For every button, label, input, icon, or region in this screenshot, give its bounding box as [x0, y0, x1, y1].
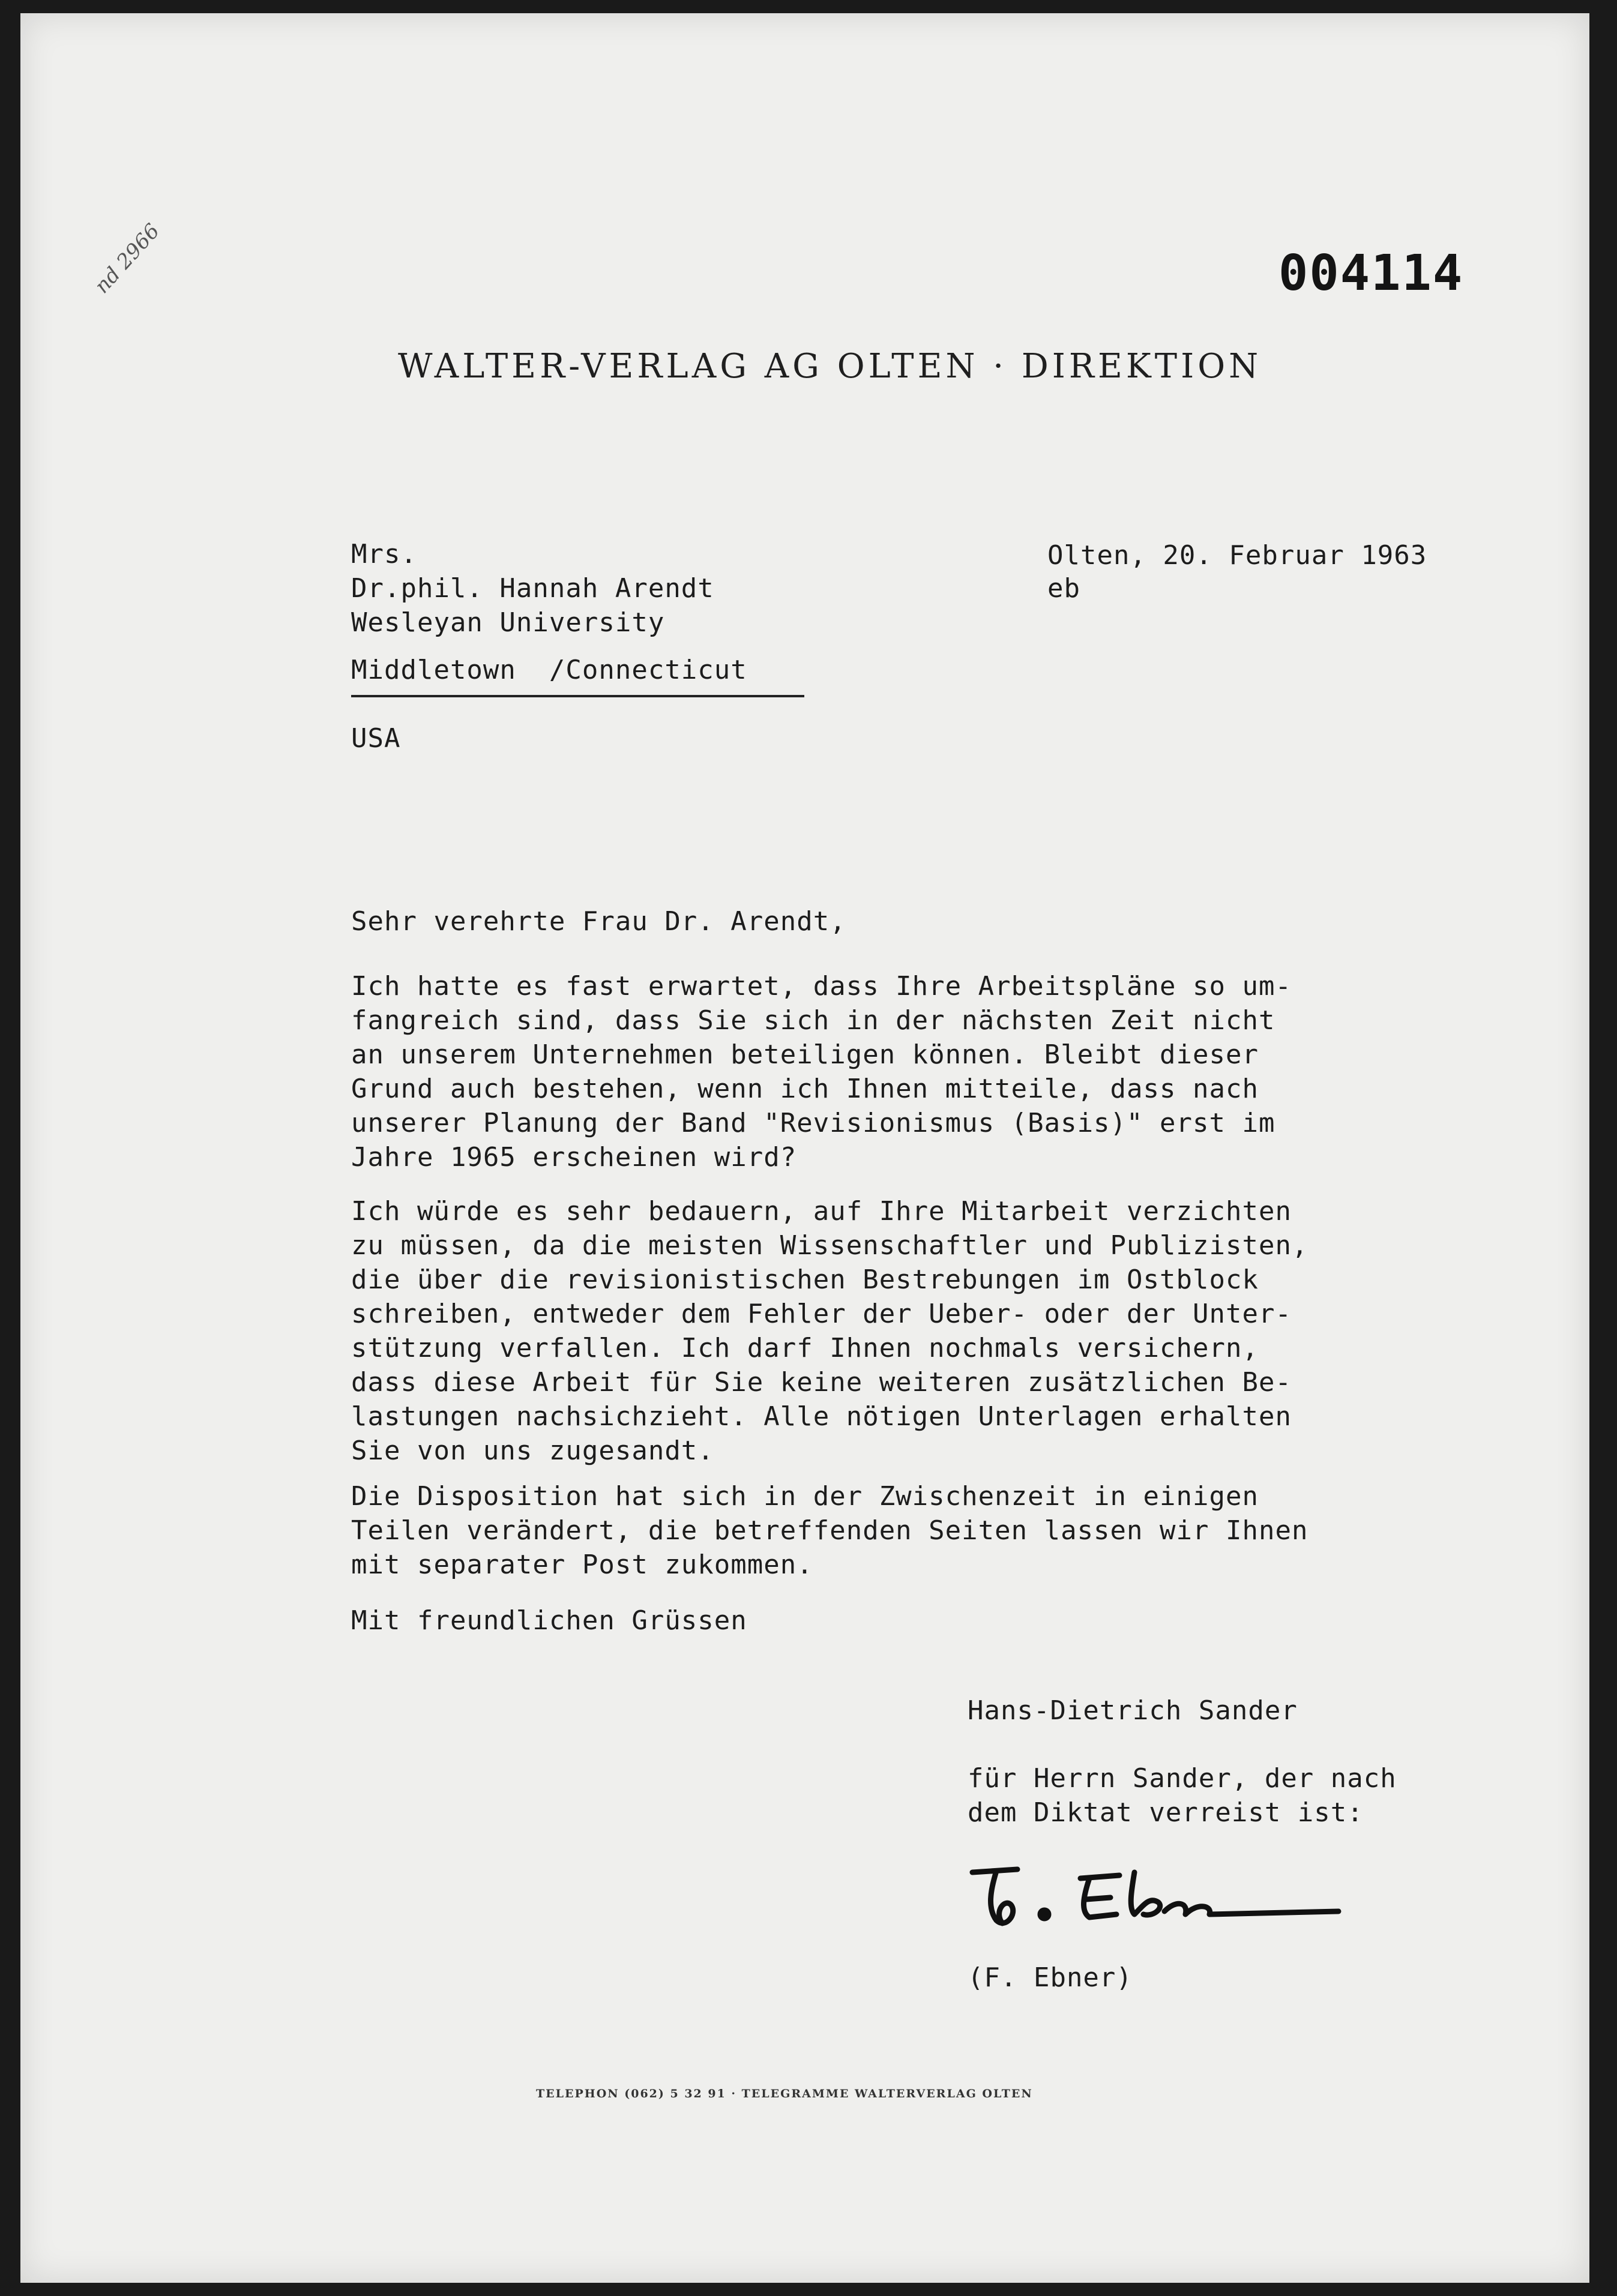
signer-name: Hans-Dietrich Sander: [968, 1695, 1298, 1726]
recipient-line: Wesleyan University: [351, 607, 665, 638]
body-line: zu müssen, da die meisten Wissenschaftler und Publizisten,: [351, 1230, 1308, 1261]
body-line: unserer Planung der Band "Revisionismus (Basis)" erst im: [351, 1108, 1275, 1138]
proxy-note: [968, 1761, 1397, 1830]
address-underline: [351, 695, 804, 697]
recipient-line: Mrs.: [351, 539, 417, 569]
document-number: 004114: [1278, 245, 1464, 302]
salutation: Sehr verehrte Frau Dr. Arendt,: [351, 906, 846, 937]
body-line: Ich würde es sehr bedauern, auf Ihre Mitarbeit verzichten: [351, 1196, 1292, 1227]
body-paragraph: [351, 1479, 1432, 1582]
handwritten-note: nd 2966: [90, 219, 165, 298]
recipient-line: Middletown /Connecticut: [351, 655, 747, 685]
proxy-line: für Herrn Sander, der nach: [968, 1763, 1397, 1794]
recipient-address: [351, 537, 747, 687]
body-line: Sie von uns zugesandt.: [351, 1435, 714, 1466]
body-line: Jahre 1965 erscheinen wird?: [351, 1142, 797, 1173]
body-line: Grund auch bestehen, wenn ich Ihnen mitteile, dass nach: [351, 1074, 1259, 1104]
body-line: die über die revisionistischen Bestrebungen im Ostblock: [351, 1264, 1259, 1295]
recipient-line: Dr.phil. Hannah Arendt: [351, 573, 714, 604]
body-line: Teilen verändert, die betreffenden Seiten lassen wir Ihnen: [351, 1515, 1308, 1546]
body-line: lastungen nachsichzieht. Alle nötigen Unterlagen erhalten: [351, 1401, 1292, 1432]
body-line: an unserem Unternehmen beteiligen können. Bleibt dieser: [351, 1039, 1259, 1070]
proxy-line: dem Diktat verreist ist:: [968, 1797, 1364, 1828]
body-line: Ich hatte es fast erwartet, dass Ihre Arbeitspläne so um-: [351, 971, 1292, 1002]
body-line: schreiben, entweder dem Fehler der Ueber- oder der Unter-: [351, 1299, 1292, 1329]
handwritten-signature: [960, 1854, 1351, 1944]
letter-footer: TELEPHON (062) 5 32 91 · TELEGRAMME WALTERVERLAG OLTEN: [536, 2087, 1033, 2100]
letterhead: WALTER-VERLAG AG OLTEN · DIREKTION: [398, 347, 1262, 386]
body-paragraph: [351, 969, 1432, 1174]
body-paragraph: [351, 1194, 1432, 1468]
body-line: Die Disposition hat sich in der Zwischenzeit in einigen: [351, 1481, 1259, 1512]
body-line: fangreich sind, dass Sie sich in der nächsten Zeit nicht: [351, 1005, 1275, 1036]
recipient-country: USA: [351, 723, 401, 754]
body-line: stützung verfallen. Ich darf Ihnen nochmals versichern,: [351, 1333, 1259, 1363]
reference-initials: eb: [1047, 573, 1080, 604]
body-line: dass diese Arbeit für Sie keine weiteren zusätzlichen Be-: [351, 1367, 1292, 1398]
date-line: Olten, 20. Februar 1963: [1047, 540, 1427, 571]
closing: Mit freundlichen Grüssen: [351, 1605, 747, 1636]
signer-typed-name: (F. Ebner): [968, 1962, 1133, 1993]
body-line: mit separater Post zukommen.: [351, 1549, 813, 1580]
